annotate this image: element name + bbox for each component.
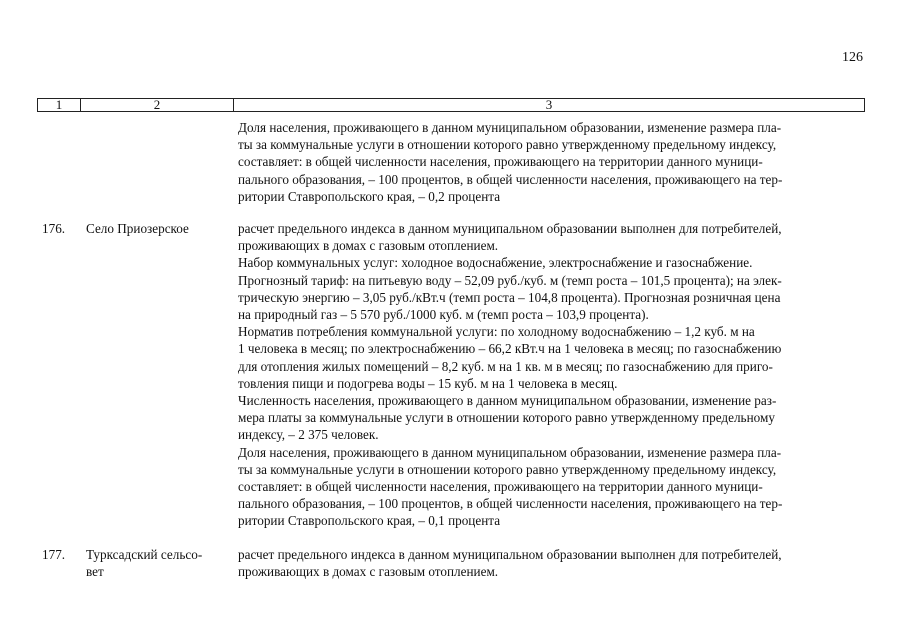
column-header-1: 1 [38,99,81,111]
text-line: мера платы за коммунальные услуги в отношении которого равно утвержденному предельному [238,410,775,426]
text-line: Доля населения, проживающего в данном муниципальном образовании, изменение размера пла- [238,120,782,135]
text-line: составляет: в общей численности населения, проживающего на территории данного муници- [238,479,763,495]
page-number: 126 [842,50,863,65]
text-line: Численность населения, проживающего в данном муниципальном образовании, изменение раз- [238,393,777,409]
text-line: пального образования, – 100 процентов, в общей численности населения, проживающего на тер- [238,171,783,187]
continuation-block [238,119,862,205]
text-line: ты за коммунальные услуги в отношении которого равно утвержденному предельному индексу, [238,461,777,477]
table-header-row [37,98,865,112]
text-line: составляет: в общей численности населения, проживающего на территории данного муници- [238,154,763,170]
text-line: Набор коммунальных услуг: холодное водоснабжение, электроснабжение и газоснабжение. [238,255,753,271]
text-line: проживающих в домах с газовым отоплением. [238,238,499,254]
text-line: пального образования, – 100 процентов, в общей численности населения, проживающего на тер- [238,496,783,512]
text-line: индексу, – 2 375 человек. [238,427,379,443]
text-line: Прогнозный тариф: на питьевую воду – 52,09 руб./куб. м (темп роста – 101,5 процента); на элек- [238,272,782,288]
entry-description [238,546,862,580]
text-line: товления пищи и подогрева воды – 15 куб. м на 1 человека в месяц. [238,375,618,391]
text-line: трическую энергию – 3,05 руб./кВт.ч (темп роста – 104,8 процента). Прогнозная розничная цена [238,289,781,305]
text-line: Доля населения, проживающего в данном муниципальном образовании, изменение размера пла- [238,444,782,460]
entry-name [86,546,226,580]
entry-name-line: Село Приозерское [86,221,189,236]
text-line: на природный газ – 5 570 руб./1000 куб. м (темп роста – 103,9 процента). [238,307,649,323]
text-line: ритории Ставропольского края, – 0,1 процента [238,513,501,529]
entry-name [86,220,226,237]
entry-name-line: Турксадский сельсо- [86,547,203,562]
text-line: ритории Ставропольского края, – 0,2 процента [238,188,501,204]
column-header-3: 3 [545,97,553,112]
entry-number: 176. [42,221,66,236]
text-line: 1 человека в месяц; по электроснабжению – 66,2 кВт.ч на 1 человека в месяц; по газоснабжению [238,341,782,357]
text-line: для отопления жилых помещений – 8,2 куб. м на 1 кв. м в месяц; по газоснабжению для приго- [238,358,773,374]
text-line: расчет предельного индекса в данном муниципальном образовании выполнен для потребителей, [238,221,782,236]
column-header-2: 2 [81,99,234,111]
text-line: ты за коммунальные услуги в отношении которого равно утвержденному предельному индексу, [238,137,777,153]
text-line: Норматив потребления коммунальной услуги: по холодному водоснабжению – 1,2 куб. м на [238,324,755,340]
text-line: расчет предельного индекса в данном муниципальном образовании выполнен для потребителей, [238,547,782,562]
text-line: проживающих в домах с газовым отоплением. [238,564,499,580]
entry-number: 177. [42,547,66,562]
entry-description [238,220,862,530]
entry-name-line: вет [86,564,104,580]
